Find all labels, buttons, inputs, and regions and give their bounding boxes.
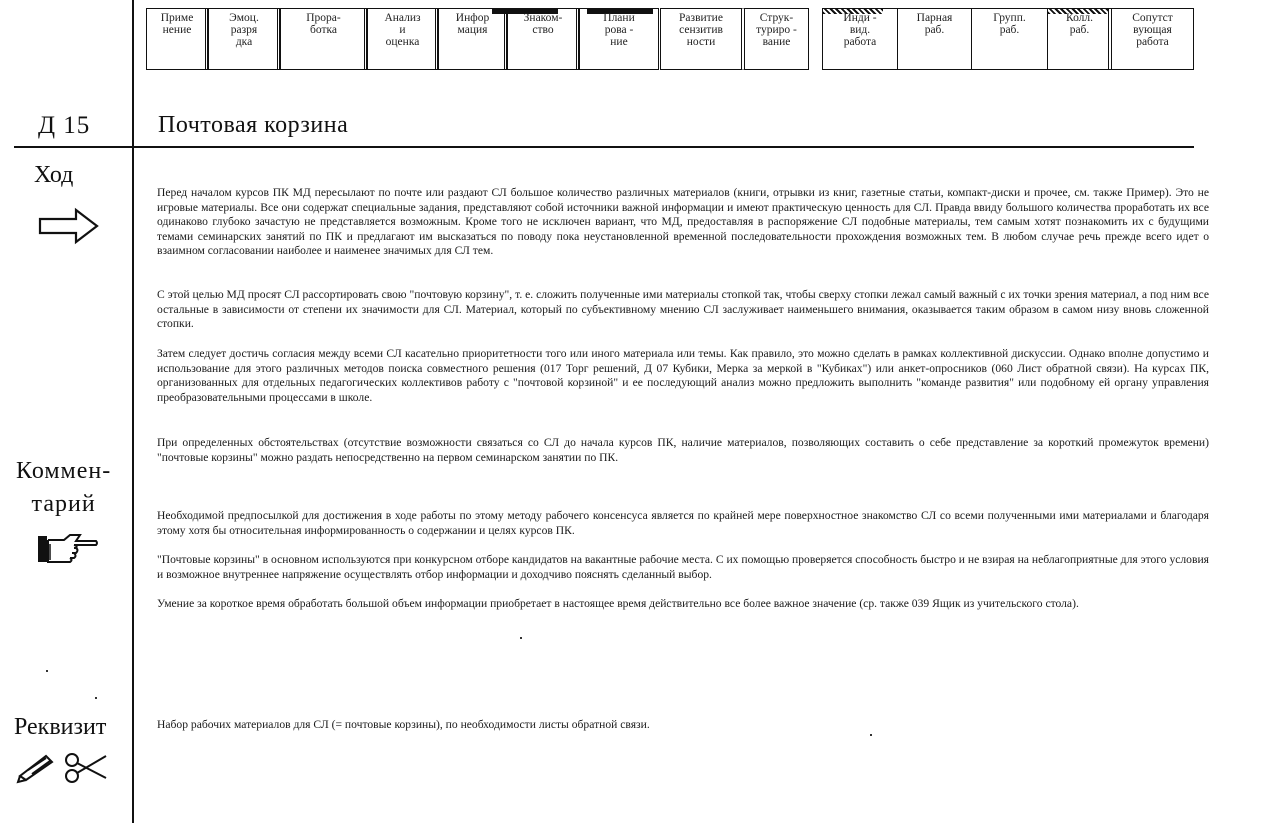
cell-individ: Инди - вид. работа [822,8,898,70]
cell-znakomstvo: Знаком- ство [504,8,579,70]
hod-paragraph: При определенных обстоятельствах (отсутствие возможности связаться со СЛ до начала курсов ПК, наличие материалов, позволяющих составить о себе представление за короткий промежуток времени) "почтовые корзины" можно раздать непосредственно на первом семинарском занятии по ПК. [157,436,1209,464]
scan-speck [46,670,48,672]
scan-speck [95,697,97,699]
komm-paragraph: Умение за короткое время обработать большой объем информации приобретает в настоящее время действительно все более важное значение (ср. также 039 Ящик из учительского стола). [157,597,1079,610]
cell-parnaya: Парная раб. [897,8,972,70]
pointing-hand-icon [36,532,100,566]
cell-prorabotka: Прора- ботка [277,8,367,70]
method-code: Д 15 [38,112,91,139]
section-label-rekv: Реквизит [14,714,107,740]
scan-speck [520,637,522,639]
classification-table [0,8,1273,72]
vertical-rule [132,0,134,823]
cell-razvitie: Развитие сензитив ности [660,8,742,70]
komm-paragraph: "Почтовые корзины" в основном используются при конкурсном отборе кандидатов на вакантные рабочие места. С их помощью проверяется способность быстро и не взирая на неблагоприятные для этого условия и возможное внутреннее напряжение осуществлять отбор информации и доходчиво пояснять сделанный выбор. [157,553,1209,581]
arrow-right-icon [38,207,100,245]
rekv-text: Набор рабочих материалов для СЛ (= почтовые корзины), по необходимости листы обратной связи. [157,718,650,731]
hod-paragraph: Перед началом курсов ПК МД пересылают по почте или раздают СЛ большое количество различных материалов (книги, отрывки из книг, газетные статьи, компакт-диски и прочее, см. также Пример). Это не игровые материалы. Все они содержат специальные задания, представляют собой источники важной информации и имеют практическую ценность для СЛ. Правда ввиду большого количества проработать их все одинаково глубоко зачастую не представляется возможным. Кроме того не исключен вариант, что МД, предоставляя в распоряжение СЛ подобные материалы, тем самым хотят познакомить их с будущими темами семинарских занятий по ПК и предлагают им высказаться по поводу пока неустановленной временной последовательности прохождения возможных тем. В любом случае речь прежде всего идет о взаимном согласовании наиболее и наименее значимых для СЛ тем. [157,186,1209,258]
komm-paragraph: Необходимой предпосылкой для достижения в ходе работы по этому методу рабочего консенсуса является по крайней мере поверхностное знакомство СЛ со всеми полученными ими материалами и благодаря этому хотя бы относительная информированность о содержании и целях курсов ПК. [157,509,1209,537]
cell-primenenie: Приме нение [146,8,208,70]
scan-speck [870,734,872,736]
cell-strukturirovanie: Струк- туриро - вание [741,8,809,70]
cell-planirovanie: Плани рова - ние [576,8,659,70]
cell-informatsiya: Инфор мация [435,8,507,70]
cell-emotional: Эмоц. разря дка [205,8,280,70]
section-label-hod: Ход [34,162,74,188]
cell-analiz: Анализ и оценка [364,8,438,70]
horizontal-rule [14,146,1194,148]
section-label-komm-line1: Коммен- [16,458,112,484]
cell-soputstvuyushchaya: Сопутст вующая работа [1108,8,1194,70]
cell-kollektivnaya: Колл. раб. [1047,8,1112,70]
section-label-komm-line2: тарий [31,491,96,517]
section-label-komm [16,455,111,521]
hod-paragraph: Затем следует достичь согласия между всеми СЛ касательно приоритетности того или иного материала или темы. Как правило, это можно сделать в рамках коллективной дискуссии. Однако вполне допустимо и использование для этого различных методов поиска совместного решения (017 Торг решений, Д 07 Кубики, Мерка за меркой в "Кубиках") или анкет-опросников (060 Лист обратной связи). На курсах ПК, организованных для отдельных педагогических коллективов работу с "почтовой корзиной" и ее последующий анализ можно предложить выполнить "команде развития" или подобному ей органу управления преобразовательными процессами в школе. [157,347,1209,404]
page-title: Почтовая корзина [158,112,349,138]
cell-gruppovaya: Групп. раб. [971,8,1048,70]
hod-paragraph: С этой целью МД просят СЛ рассортировать свою "почтовую корзину", т. е. сложить полученные ими материалы стопкой так, чтобы сверху стопки лежал самый важный с их точки зрения материал, а под ним все остальные в зависимости от степени их значимости для СЛ. Материал, который по субъективному мнению СЛ заслуживает наименьшего внимания, оказывается таким образом в самом низу вновь сложенной стопки. [157,288,1209,331]
pencil-scissors-icon [16,750,108,784]
